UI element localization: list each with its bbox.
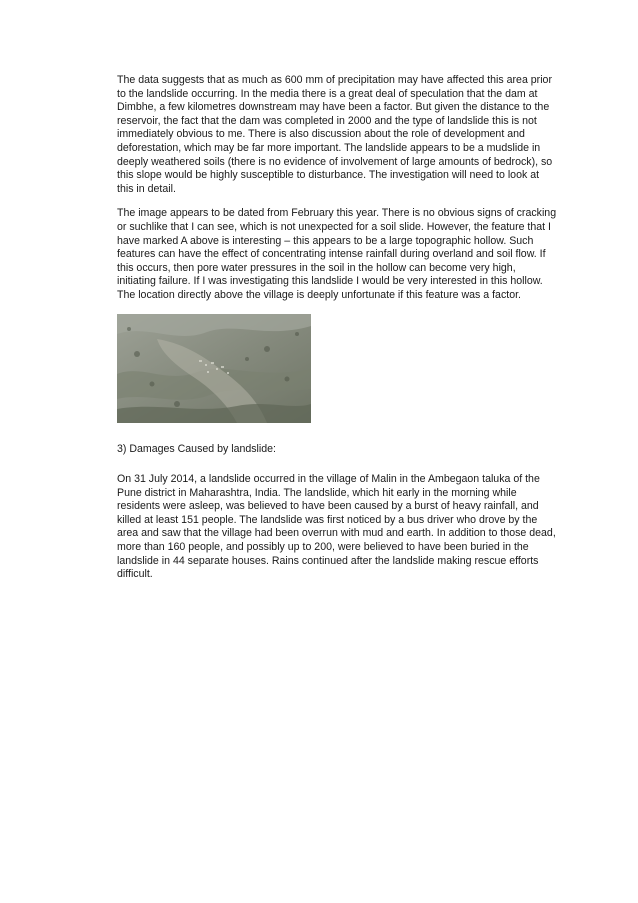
paragraph-malin-landslide: On 31 July 2014, a landslide occurred in the village of Malin in the Ambegaon taluka of the Pune district in Maharashtra, India. The landslide, which hit early in the morning while residents were asleep, was believed to have been caused by a burst of heavy rainfall, and killed at least 151 people. The landslide was first noticed by a bus driver who drove by the area and saw that the village had been overrun with mud and earth. In addition to those dead, more than 160 people, and possibly up to 200, were believed to have been buried in the landslide in 44 separate houses. Rains continued after the landslide making rescue efforts difficult. [117, 473, 556, 581]
section-heading: 3) Damages Caused by landslide: [117, 442, 276, 455]
paragraph-precipitation: The data suggests that as much as 600 mm of precipitation may have affected this area prior to the landslide occurring. In the media there is a great deal of speculation that the dam at Dimbhe, a few kilometres downstream may have been a factor. But given the distance to the reservoir, the fact that the dam was completed in 2000 and the type of landslide this is not immediately obvious to me. There is also discussion about the role of development and deforestation, which may be far more important. The landslide appears to be a mudslide in deeply weathered soils (there is no evidence of involvement of large amounts of bedrock), so this slope would be highly susceptible to disturbance. The investigation will need to look at this in detail. [117, 74, 553, 195]
aerial-landslide-photo [117, 314, 311, 423]
document-body [117, 74, 557, 593]
paragraph-image-analysis: The image appears to be dated from February this year. There is no obvious signs of cracking or suchlike that I can see, which is not unexpected for a soil slide. However, the feature that I have marked A above is interesting – this appears to be a large topographic hollow. Such features can have the effect of concentrating intense rainfall during overland and soil flow. If this occurs, then pore water pressures in the soil in the hollow can become very high, initiating failure. If I was investigating this landslide I would be very interested in this hollow. The location directly above the village is deeply unfortunate if this feature was a factor. [117, 207, 557, 301]
